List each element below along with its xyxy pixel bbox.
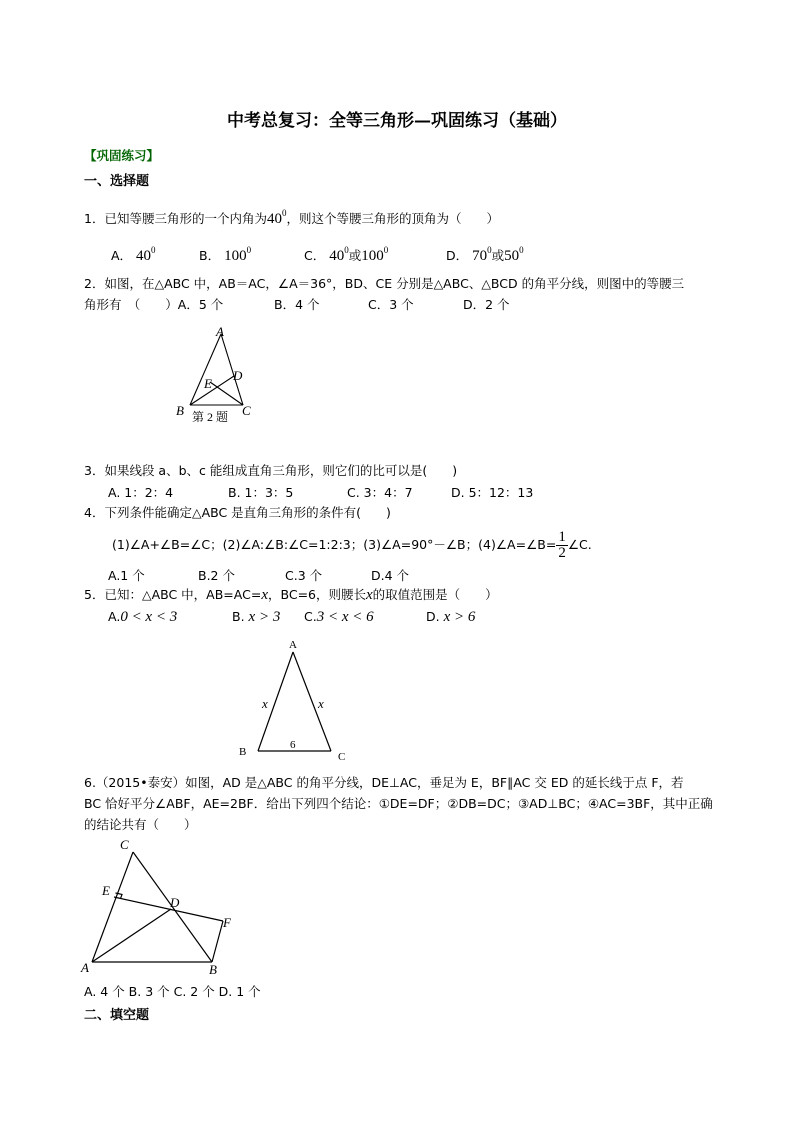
q6-segment-bf — [212, 921, 223, 962]
q6-label-b: B — [209, 962, 217, 977]
q6-side-ac — [92, 852, 133, 962]
q4-option-a: A.1 个 — [108, 568, 145, 583]
q5-triangle-figure — [230, 636, 360, 766]
q6-options: A. 4 个 B. 3 个 C. 2 个 D. 1 个 — [84, 984, 261, 999]
q2-label-e: E — [204, 376, 212, 391]
q5-label-b: B — [239, 746, 247, 758]
q4-option-c: C.3 个 — [285, 568, 323, 583]
q3-option-a: A. 1：2：4 — [108, 485, 174, 500]
q4-option-b: B.2 个 — [198, 568, 235, 583]
q6-geometry-figure — [78, 836, 248, 981]
q1-option-a: A． $40^0$ — [111, 245, 156, 264]
section-fill-heading: 二、填空题 — [84, 1008, 150, 1023]
q5-label-right-x: x — [318, 696, 324, 711]
q6-segment-ad — [92, 909, 171, 962]
q4-option-d: D.4 个 — [371, 568, 410, 583]
q4-fraction: $\frac{1}{2}$ — [558, 529, 566, 561]
q5-var-x-2: x — [366, 587, 373, 603]
q6-label-e: E — [102, 883, 110, 898]
q2-segment-ce — [210, 382, 243, 405]
q6-stem-line1: 6.（2015•泰安）如图，AD 是△ABC 的角平分线，DE⊥AC，垂足为 E，BF∥AC 交 ED 的延长线于点 F，若 — [84, 775, 684, 790]
q1-angle: $40^0$ — [266, 208, 287, 227]
q2-label-b: B — [176, 403, 184, 418]
q3-option-d: D. 5：12：13 — [451, 485, 534, 500]
q6-label-c: C — [120, 837, 129, 852]
q3-stem: 3．如果线段 a、b、c 能组成直角三角形，则它们的比可以是( ) — [84, 463, 458, 478]
q2-option-d: D．2 个 — [463, 297, 510, 312]
q6-stem-line2: BC 恰好平分∠ABF，AE=2BF．给出下列四个结论：①DE=DF；②DB=DC；③AD⊥BC；④AC=3BF，其中正确 — [84, 796, 713, 811]
q4-conditions: (1)∠A+∠B=∠C；(2)∠A:∠B:∠C=1:2:3；(3)∠A=90°－∠B；(4)∠A=∠B= $\frac{1}{2}$ ∠C. — [112, 529, 592, 561]
q1-option-b: B． $100^0$ — [199, 245, 252, 264]
q6-label-d: D — [170, 895, 180, 910]
q5-option-a: A.0 < x < 3 — [108, 609, 178, 625]
q6-label-a: A — [81, 960, 89, 975]
q2-option-a: A．5 个 — [177, 297, 224, 312]
q2-triangle-figure — [170, 322, 270, 432]
q5-label-a: A — [289, 639, 297, 651]
q5-option-c: C.3 < x < 6 — [304, 609, 374, 625]
q6-label-f: F — [223, 915, 231, 930]
page-title: 中考总复习：全等三角形—巩固练习（基础） — [227, 111, 567, 131]
question-1 — [84, 205, 499, 227]
q5-label-base: 6 — [290, 739, 296, 751]
q5-option-d: D. x > 6 — [426, 609, 476, 625]
q2-option-b: B．4 个 — [274, 297, 320, 312]
q5-label-left-x: x — [262, 696, 268, 711]
q5-stem: 5．已知：△ABC 中，AB=AC=x，BC=6，则腰长x的取值范围是（ ） — [84, 587, 498, 603]
q3-option-b: B. 1：3：5 — [228, 485, 294, 500]
section-choice-heading: 一、选择题 — [84, 174, 150, 189]
q3-option-c: C. 3：4：7 — [347, 485, 413, 500]
q2-label-d: D — [233, 368, 243, 383]
q1-option-c: C． $40^0$或$100^0$ — [304, 245, 389, 264]
q2-stem-line1: 2．如图，在△ABC 中，AB＝AC，∠A＝36°，BD、CE 分别是△ABC、△BCD 的角平分线，则图中的等腰三 — [84, 276, 685, 291]
q5-label-c: C — [338, 751, 346, 763]
q2-figure-caption: 第 2 题 — [192, 410, 229, 424]
q5-side-ac — [293, 652, 331, 751]
q1-stem-pre: 1．已知等腰三角形的一个内角为 — [84, 211, 267, 226]
q2-label-c: C — [242, 403, 251, 418]
q4-stem: 4．下列条件能确定△ABC 是直角三角形的条件有( ) — [84, 505, 391, 520]
q5-var-x: x — [261, 587, 268, 603]
q2-option-c: C．3 个 — [368, 297, 414, 312]
q6-stem-line3: 的结论共有（ ） — [84, 817, 197, 832]
q2-label-a: A — [216, 324, 224, 339]
q5-option-b: B. x > 3 — [232, 609, 281, 625]
q1-option-d: D． $70^0$或$50^0$ — [446, 245, 524, 264]
q1-stem-post: ，则这个等腰三角形的顶角为（ ） — [286, 211, 499, 226]
section-tag: 【巩固练习】 — [84, 148, 160, 163]
q2-stem-line2: 角形有 （ ）A．5 个 — [84, 297, 224, 312]
